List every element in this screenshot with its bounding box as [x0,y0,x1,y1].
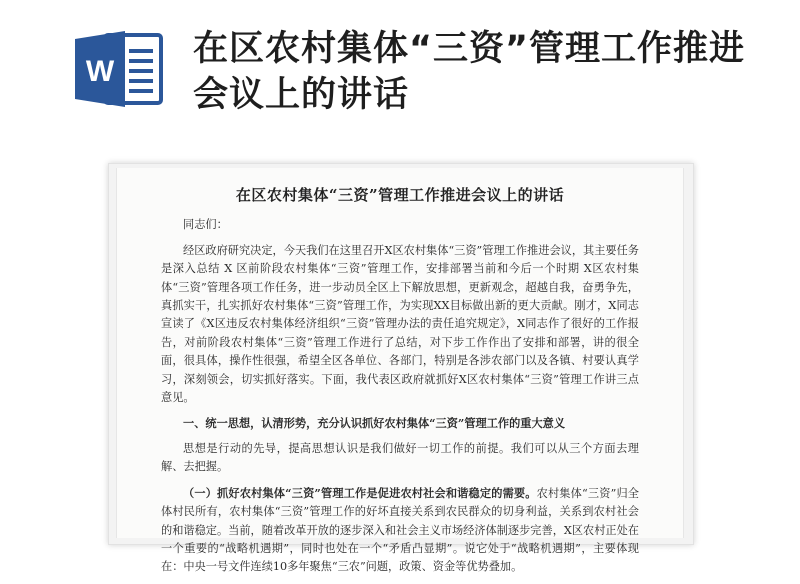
section-heading-1: 一、统一思想，认清形势，充分认识抓好农村集体“三资”管理工作的重大意义 [183,416,566,431]
subsection-heading-1: （一）抓好农村集体“三资”管理工作是促进农村社会和谐稳定的需要。 [183,485,537,500]
word-logo-svg [75,29,165,109]
paragraph-intro: 经区政府研究决定，今天我们在这里召开X区农村集体“三资”管理工作推进会议，其主要任务是深入总结 X 区前阶段农村集体“三资”管理工作，安排部署当前和今后一个时期 X区农村集体“三资”管理各项工作任务，进一步动员全区上下解放思想，更新观念，超越自我，奋勇争先，真抓实干，扎实抓好农村集体“三资”管理工作，为实现XX目标做出新的更大贡献。刚才，X同志宣读了《X区违反农村集体经济组织“三资”管理办法的责任追究规定》，X同志作了很好的工作报告，对前阶段农村集体“三资”管理工作进行了总结，对下步工作作出了安排和部署，讲的很全面，很具体，操作性很强，希望全区各单位、各部门，特别是各涉农部门以及各镇、村要认真学习，深刻领会，切实抓好落实。下面，我代表区政府就抓好X区农村集体“三资”管理工作讲三点意见。 [161,243,639,405]
page-title: 在区农村集体“三资”管理工作推进会议上的讲话 [193,29,746,115]
paragraph-thinking: 思想是行动的先导，提高思想认识是我们做好一切工作的前提。我们可以从三个方面去理解、去把握。 [161,441,639,474]
word-document-icon [75,29,165,109]
page-header [0,0,800,160]
paragraph-subsection-1 [161,484,639,577]
salutation: 同志们： [183,218,228,232]
document-preview [116,168,684,574]
word-logo-letter: W [85,55,115,88]
subsection-text-1: 农村集体“三资”归全体村民所有，农村集体“三资”管理工作的好坏直接关系到农民群众的切身利益，关系到农村社会的和谐稳定。当前，随着改革开放的逐步深入和社会主义市场经济体制逐步完善，X区农村正处在一个重要的“战略机遇期”，同时也处在一个“矛盾凸显期”。说它处于“战略机遇期”，主要体现在：中央一号文件连续10多年聚焦“三农”问题，政策、资金等优势叠加。 [161,486,639,574]
document-body [161,186,639,584]
document-title: 在区农村集体“三资”管理工作推进会议上的讲话 [235,186,565,204]
